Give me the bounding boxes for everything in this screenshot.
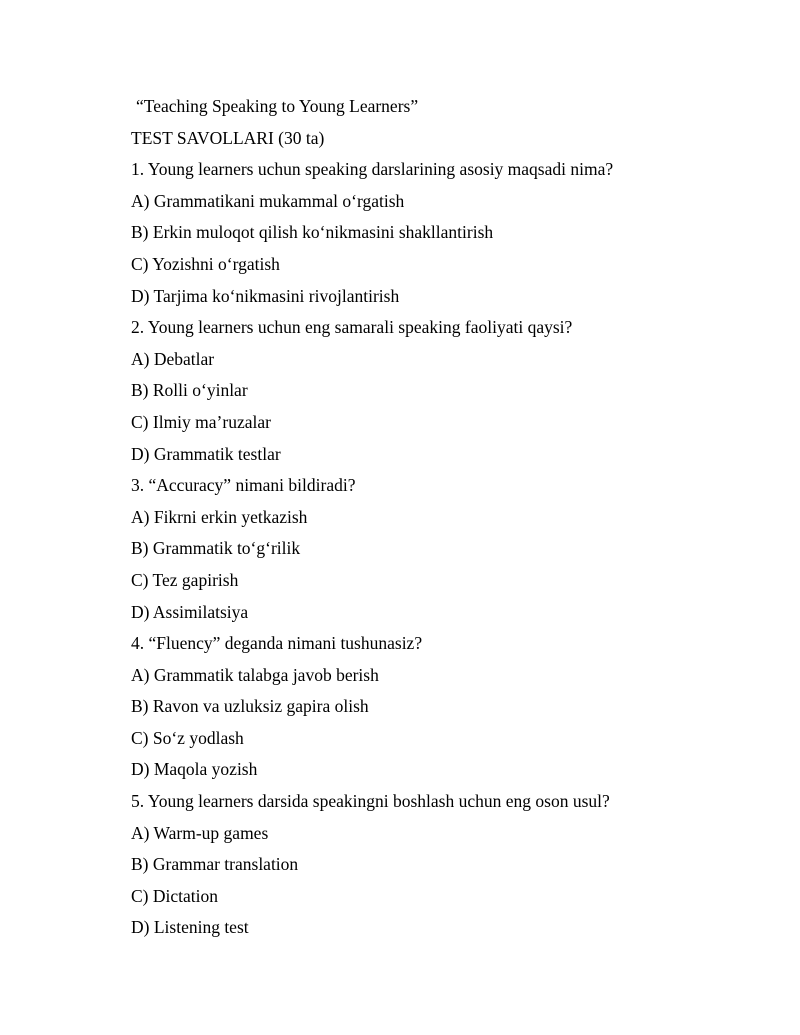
document-subtitle: TEST SAVOLLARI (30 ta) [131,127,325,148]
question-5-text: 5. Young learners darsida speakingni boshlash uchun eng oson usul? [131,791,610,812]
question-3-option-c: C) Tez gapirish [131,569,239,590]
question-3-option-a: A) Fikrni erkin yetkazish [131,506,308,527]
question-5-option-b: B) Grammar translation [131,854,299,875]
question-2-option-b: B) Rolli o‘yinlar [131,380,248,401]
document-title: “Teaching Speaking to Young Learners” [136,96,419,116]
question-1-option-b: B) Erkin muloqot qilish ko‘nikmasini shakllantirish [131,222,494,243]
question-1-option-c: C) Yozishni o‘rgatish [131,253,280,274]
question-block-2 [131,313,751,471]
question-4-option-d: D) Maqola yozish [131,759,258,780]
question-4-option-a: A) Grammatik talabga javob berish [131,664,379,685]
question-2-option-c: C) Ilmiy ma’ruzalar [131,411,271,432]
question-2-option-d: D) Grammatik testlar [131,443,281,464]
question-1-option-a: A) Grammatikani mukammal o‘rgatish [131,190,405,211]
question-5-option-c: C) Dictation [131,885,218,906]
question-4-option-b: B) Ravon va uzluksiz gapira olish [131,696,369,717]
question-3-text: 3. “Accuracy” nimani bildiradi? [131,475,356,496]
question-5-option-d: D) Listening test [131,917,249,938]
question-block-4 [131,629,751,787]
question-3-option-d: D) Assimilatsiya [131,601,249,622]
question-3-option-b: B) Grammatik to‘g‘rilik [131,538,301,559]
question-1-option-d: D) Tarjima ko‘nikmasini rivojlantirish [131,285,400,306]
question-4-option-c: C) So‘z yodlash [131,727,244,748]
question-block-3 [131,471,751,629]
question-4-text: 4. “Fluency” deganda nimani tushunasiz? [131,633,423,654]
document-body [131,92,751,945]
question-block-1 [131,155,751,313]
question-5-option-a: A) Warm-up games [131,822,269,843]
question-1-text: 1. Young learners uchun speaking darslarining asosiy maqsadi nima? [131,159,614,180]
question-2-option-a: A) Debatlar [131,348,215,369]
question-block-5 [131,787,751,945]
question-2-text: 2. Young learners uchun eng samarali speaking faoliyati qaysi? [131,317,573,338]
